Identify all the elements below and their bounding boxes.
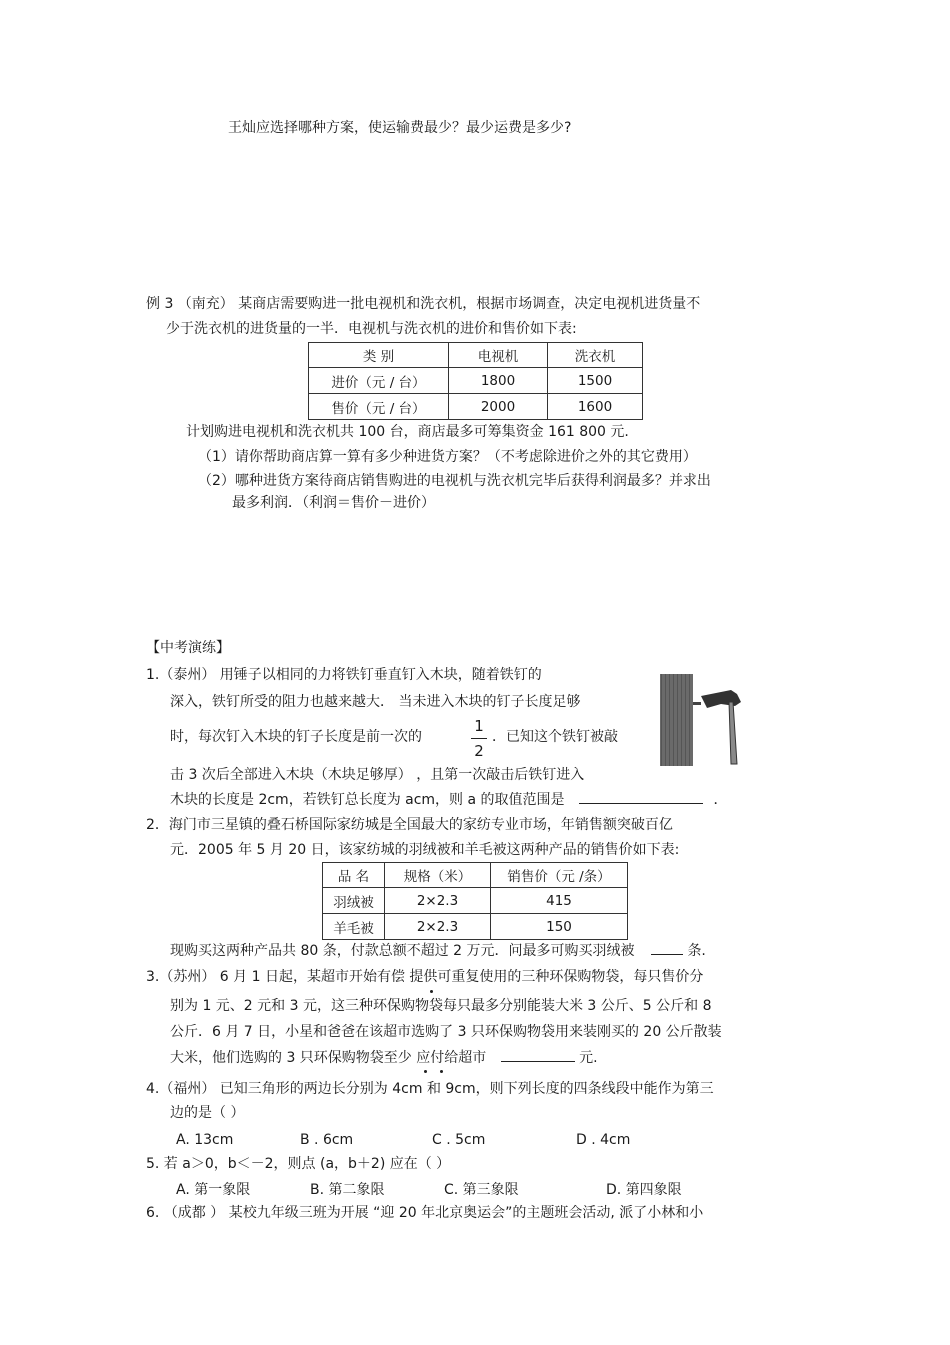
problem3-line3: 公斤．6 月 7 日，小星和爸爸在该超市选购了 3 只环保购物袋用来装刚买的 20 公斤散装 [170,1024,722,1040]
answer-blank[interactable] [579,803,703,804]
intro-question: 王灿应选择哪种方案，使运输费最少？最少运费是多少? [228,120,572,136]
table-row [309,368,643,394]
example3-line1: 例 3 （南充） 某商店需要购进一批电视机和洗衣机，根据市场调查，决定电视机进货量不 [146,296,701,312]
problem5-option-b: B. 第二象限 [310,1182,385,1198]
table-header-cell: 品 名 [323,863,385,888]
hammer-handle-icon [729,702,737,764]
emphasis-dot [430,990,433,993]
hammer-head-icon [701,690,741,708]
problem1-line4: 击 3 次后全部进入木块（木块足够厚） ，且第一次敲击后铁钉进入 [170,767,585,783]
problem3-line4-end: 元. [579,1050,598,1066]
table-cell: 进价（元 / 台） [309,368,449,394]
quilt-table [322,862,628,940]
table-header-cell: 销售价（元 /条） [491,863,628,888]
fraction-bar [471,738,487,739]
problem3-line4-text: 大米，他们选购的 3 只环保购物袋至少 应付给超市 [170,1050,487,1066]
fraction-denominator: 2 [474,742,484,760]
problem2-line2: 元．2005 年 5 月 20 日，该家纺城的羽绒被和羊毛被这两种产品的销售价如下表: [170,842,680,858]
answer-blank[interactable] [651,954,683,955]
problem1-line3b: ．已知这个铁钉被敲 [492,729,618,745]
wood-block-icon [660,674,693,766]
table-cell: 150 [491,914,628,940]
problem5-option-c: C. 第三象限 [444,1182,519,1198]
answer-blank[interactable] [501,1061,575,1062]
problem1-line5 [170,790,727,810]
table-row [309,394,643,420]
price-table [308,342,643,420]
table-row [323,914,628,940]
table-header-cell: 洗衣机 [548,343,643,368]
problem1-line3a: 时，每次钉入木块的钉子长度是前一次的 [170,729,422,745]
hammer-image [657,672,757,768]
problem4-line1: 4.（福州） 已知三角形的两边长分别为 4cm 和 9cm，则下列长度的四条线段中能作为第三 [146,1081,714,1097]
nail-icon [693,702,701,705]
example3-q2b: 最多利润．（利润＝售价－进价） [232,495,435,511]
problem3-line4 [170,1048,598,1068]
problem4-option-a: A. 13cm [176,1132,234,1148]
problem1-line2: 深入，铁钉所受的阻力也越来越大． 当未进入木块的钉子长度足够 [170,694,581,710]
table-header-row [323,863,628,888]
table-header-cell: 规格（米） [385,863,491,888]
table-cell: 2×2.3 [385,914,491,940]
problem3-line2: 别为 1 元、2 元和 3 元，这三种环保购物袋每只最多分别能装大米 3 公斤、5 公斤和 8 [170,998,712,1014]
problem1-line5-end: ． [713,792,728,808]
table-cell: 1800 [449,368,548,394]
problem6-line1: 6. （成都 ） 某校九年级三班为开展 “迎 20 年北京奥运会”的主题班会活动, 派了小林和小 [146,1205,704,1221]
problem3-line1: 3.（苏州） 6 月 1 日起，某超市开始有偿 提供可重复使用的三种环保购物袋，每只售价分 [146,969,704,985]
table-cell: 2×2.3 [385,888,491,914]
table-header-row [309,343,643,368]
example3-q2a: （2）哪种进货方案待商店销售购进的电视机与洗衣机完毕后获得利润最多？并求出 [198,473,711,489]
example3-line2: 少于洗衣机的进货量的一半．电视机与洗衣机的进价和售价如下表: [166,321,577,337]
table-cell: 售价（元 / 台） [309,394,449,420]
problem4-line2: 边的是（ ） [170,1105,245,1121]
fraction-numerator: 1 [474,717,484,735]
problem2-line1: 2．海门市三星镇的叠石桥国际家纺城是全国最大的家纺专业市场，年销售额突破百亿 [146,817,673,833]
problem5-option-d: D. 第四象限 [606,1182,682,1198]
section-title: 【中考演练】 [146,640,230,656]
table-cell: 2000 [449,394,548,420]
table-cell: 1600 [548,394,643,420]
table-header-cell: 类 别 [309,343,449,368]
table-cell: 1500 [548,368,643,394]
emphasis-dot [424,1070,427,1073]
table-header-cell: 电视机 [449,343,548,368]
table-cell: 羽绒被 [323,888,385,914]
problem4-option-c: C . 5cm [432,1132,486,1148]
table-row [323,888,628,914]
example3-q1: （1）请你帮助商店算一算有多少种进货方案？（不考虑除进价之外的其它费用） [198,449,697,465]
problem5-option-a: A. 第一象限 [176,1182,251,1198]
problem4-option-b: B . 6cm [300,1132,354,1148]
problem1-line1: 1.（泰州） 用锤子以相同的力将铁钉垂直钉入木块，随着铁钉的 [146,667,542,683]
one-half-fraction [471,716,487,761]
problem1-line5-text: 木块的长度是 2cm，若铁钉总长度为 acm，则 a 的取值范围是 [170,792,565,808]
table-cell: 415 [491,888,628,914]
problem2-line3-text: 现购买这两种产品共 80 条，付款总额不超过 2 万元．问最多可购买羽绒被 [170,943,635,959]
emphasis-dot [440,1070,443,1073]
table-cell: 羊毛被 [323,914,385,940]
problem5-line1: 5. 若 a＞0，b＜－2，则点 (a，b＋2) 应在（ ） [146,1156,451,1172]
problem2-line3 [170,941,706,961]
example3-plan: 计划购进电视机和洗衣机共 100 台，商店最多可筹集资金 161 800 元. [186,424,629,440]
problem2-line3-end: 条. [687,943,706,959]
problem4-option-d: D . 4cm [576,1132,631,1148]
